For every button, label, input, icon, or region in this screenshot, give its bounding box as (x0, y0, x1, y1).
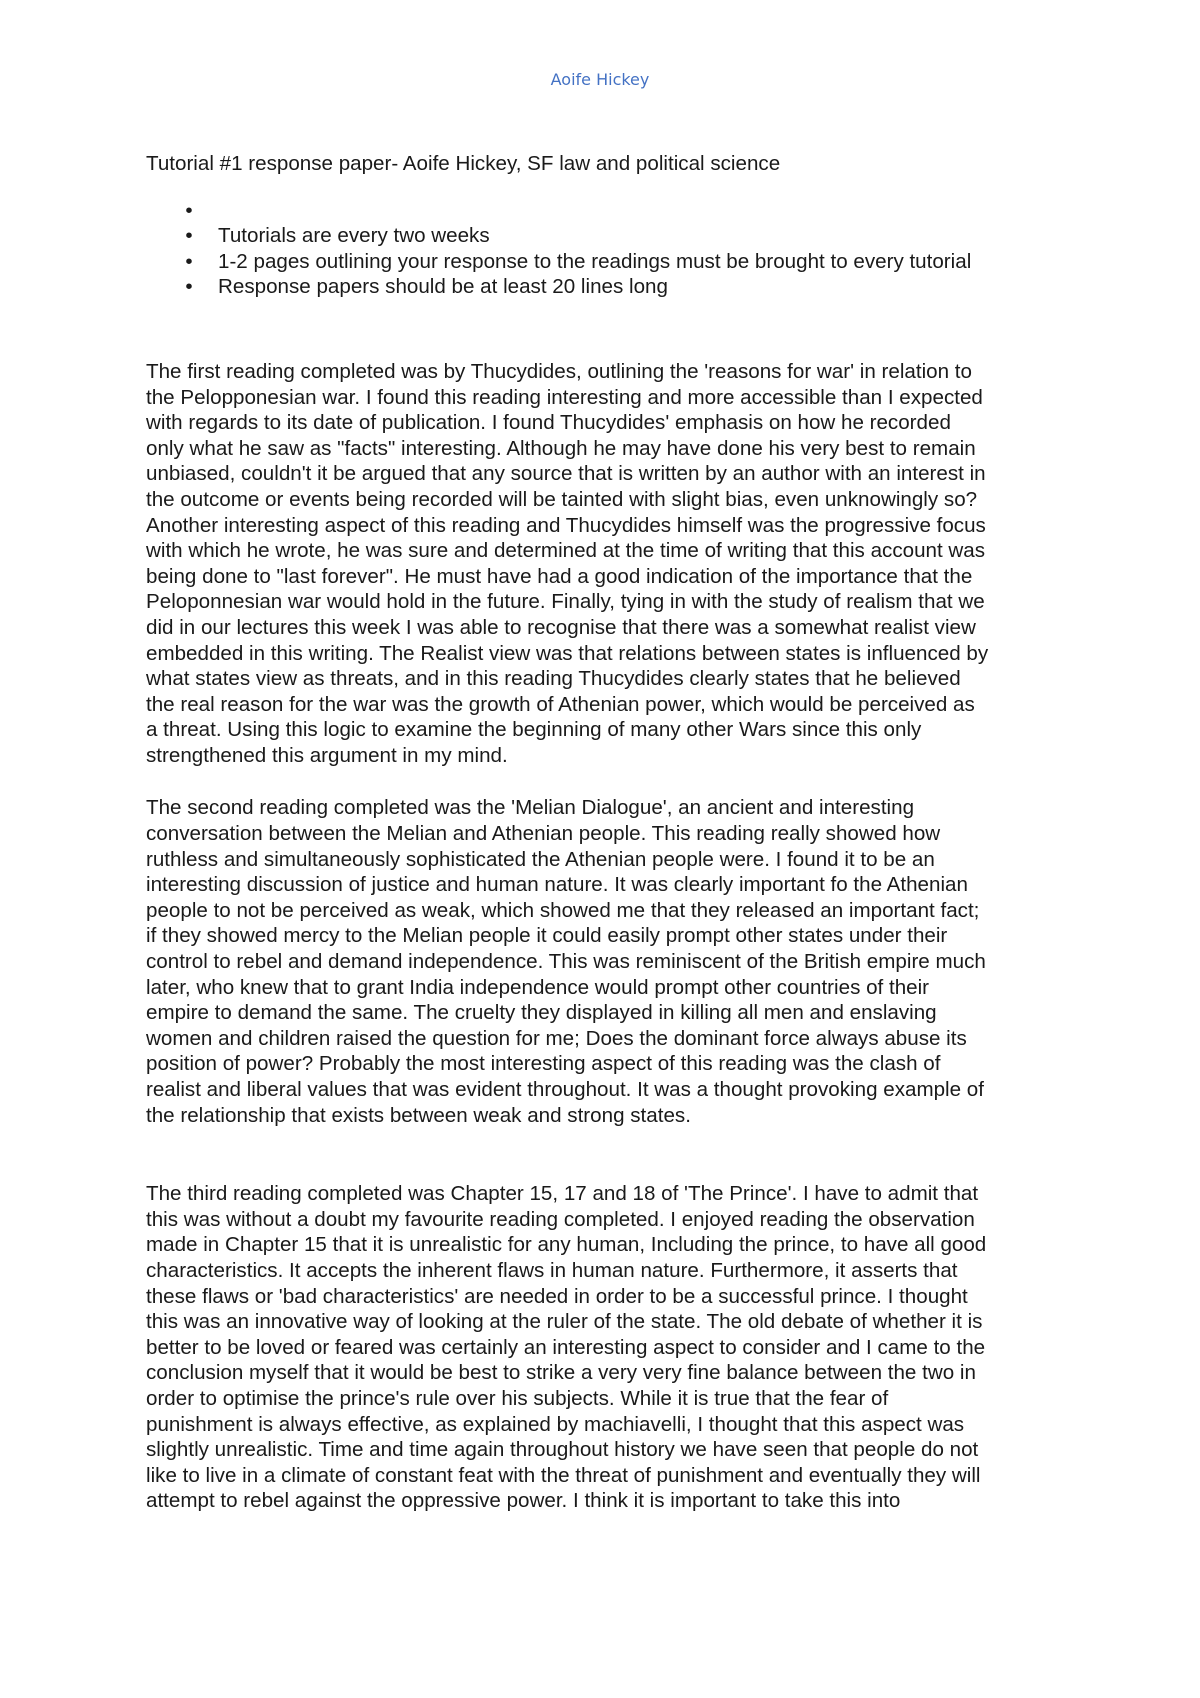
paragraph-the-prince (146, 1181, 1086, 1514)
paragraph-line: better to be loved or feared was certainly an interesting aspect to consider and I came to the (146, 1335, 986, 1359)
bullet-item (146, 249, 1086, 275)
paragraph-line: attempt to rebel against the oppressive power. I think it is important to take this into (146, 1489, 901, 1513)
paragraph-line: The first reading completed was by Thucydides, outlining the 'reasons for war' in relation to (146, 359, 972, 383)
paragraph-line: these flaws or 'bad characteristics' are needed in order to be a successful prince. I thought (146, 1284, 968, 1308)
paragraph-line: like to live in a climate of constant feat with the threat of punishment and eventually they will (146, 1463, 981, 1487)
paragraph-line: strengthened this argument in my mind. (146, 743, 508, 767)
bullet-item (146, 223, 1086, 249)
bullet-icon: • (185, 249, 193, 273)
paragraph-line: position of power? Probably the most interesting aspect of this reading was the clash of (146, 1052, 941, 1076)
bullet-text: Response papers should be at least 20 lines long (218, 275, 668, 299)
paragraph-line: the Pelopponesian war. I found this reading interesting and more accessible than I expected (146, 385, 983, 409)
paragraph-line: this was an innovative way of looking at the ruler of the state. The old debate of whether it is (146, 1310, 983, 1334)
paragraph-line: order to optimise the prince's rule over his subjects. While it is true that the fear of (146, 1386, 889, 1410)
paragraph-line: The second reading completed was the 'Melian Dialogue', an ancient and interesting (146, 796, 915, 820)
bullet-text: 1-2 pages outlining your response to the readings must be brought to every tutorial (218, 249, 972, 273)
paragraph-line: Another interesting aspect of this reading and Thucydides himself was the progressive focus (146, 513, 986, 537)
bullet-icon: • (185, 198, 193, 222)
paragraph-line: what states view as threats, and in this reading Thucydides clearly states that he believed (146, 667, 961, 691)
paragraph-line: punishment is always effective, as explained by machiavelli, I thought that this aspect was (146, 1412, 965, 1436)
paragraph-line: being done to "last forever". He must have had a good indication of the importance that the (146, 564, 973, 588)
paragraph-line: later, who knew that to grant India independence would prompt other countries of their (146, 975, 930, 999)
paragraph-line: The third reading completed was Chapter 15, 17 and 18 of 'The Prince'. I have to admit that (146, 1182, 979, 1206)
paragraph-line: with regards to its date of publication. I found Thucydides' emphasis on how he recorded (146, 411, 951, 435)
paragraph-line: realist and liberal values that was evident throughout. It was a thought provoking example of (146, 1078, 984, 1101)
paragraph-line: did in our lectures this week I was able to recognise that there was a somewhat realist view (146, 615, 976, 639)
bullet-list (146, 198, 1086, 300)
paragraph-line: only what he saw as "facts" interesting. Although he may have done his very best to remain (146, 436, 976, 460)
paragraph-line: made in Chapter 15 that it is unrealistic for any human, Including the prince, to have all good (146, 1233, 987, 1257)
paragraph-line: the relationship that exists between weak and strong states. (146, 1103, 691, 1127)
paragraph-line: unbiased, couldn't it be argued that any source that is written by an author with an interest in (146, 462, 986, 486)
paragraph-line: empire to demand the same. The cruelty they displayed in killing all men and enslaving (146, 1001, 937, 1025)
paragraph-thucydides (146, 359, 1086, 769)
paragraph-line: a threat. Using this logic to examine the beginning of many other Wars since this only (146, 718, 922, 742)
paragraph-line: this was without a doubt my favourite reading completed. I enjoyed reading the observation (146, 1207, 975, 1231)
paragraph-line: conclusion myself that it would be best to strike a very very fine balance between the two in (146, 1361, 976, 1385)
paragraph-melian-dialogue (146, 795, 1086, 1128)
paragraph-line: slightly unrealistic. Time and time again throughout history we have seen that people do not (146, 1438, 979, 1462)
paragraph-line: Peloponnesian war would hold in the future. Finally, tying in with the study of realism that we (146, 590, 985, 614)
paragraph-line: the outcome or events being recorded will be tainted with slight bias, even unknowingly so? (146, 487, 978, 511)
paragraph-line: with which he wrote, he was sure and determined at the time of writing that this account was (146, 539, 986, 563)
paragraph-line: characteristics. It accepts the inherent flaws in human nature. Furthermore, it asserts that (146, 1258, 958, 1282)
header-author-name: Aoife Hickey (550, 70, 650, 89)
bullet-icon: • (185, 275, 193, 299)
document-title: Tutorial #1 response paper- Aoife Hickey, SF law and political science (146, 152, 781, 175)
bullet-item (146, 274, 1086, 300)
bullet-item (146, 198, 1086, 224)
paragraph-line: the real reason for the war was the growth of Athenian power, which would be perceived as (146, 692, 975, 716)
paragraph-line: people to not be perceived as weak, which showed me that they released an important fact; (146, 898, 980, 922)
paragraph-line: embedded in this writing. The Realist view was that relations between states is influenced by (146, 641, 989, 665)
bullet-icon: • (185, 224, 193, 248)
paragraph-line: women and children raised the question for me; Does the dominant force always abuse its (146, 1026, 967, 1050)
paragraph-line: conversation between the Melian and Athenian people. This reading really showed how (146, 822, 941, 846)
paragraph-line: control to rebel and demand independence. This was reminiscent of the British empire much (146, 950, 986, 974)
paragraph-line: if they showed mercy to the Melian people it could easily prompt other states under their (146, 924, 948, 948)
document-body (146, 151, 1086, 1514)
paragraph-line: interesting discussion of justice and human nature. It was clearly important fo the Athenian (146, 873, 968, 897)
paragraph-line: ruthless and simultaneously sophisticated the Athenian people were. I found it to be an (146, 847, 935, 871)
bullet-text: Tutorials are every two weeks (218, 224, 490, 248)
